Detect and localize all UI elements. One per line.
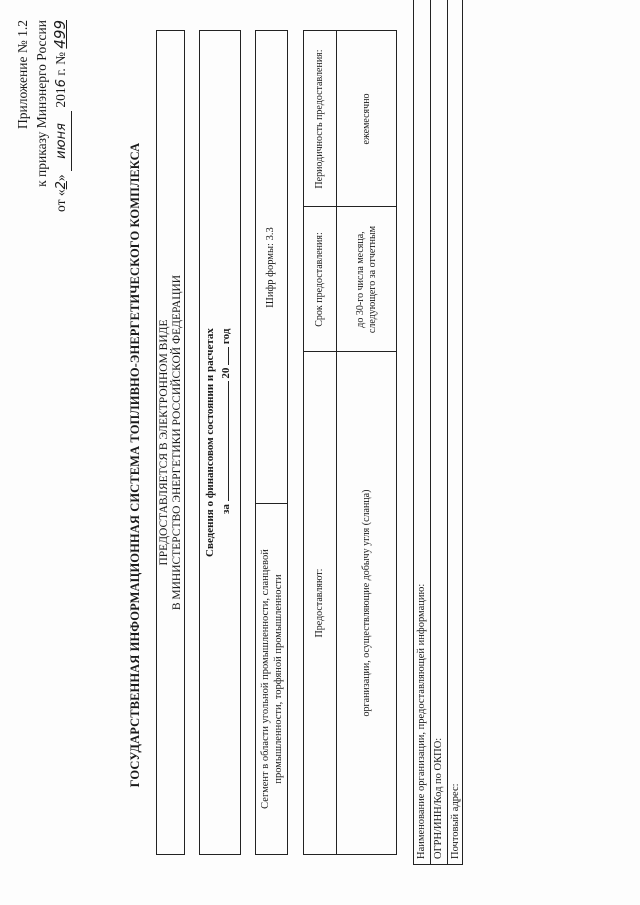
- electronic-submission-box: [156, 30, 185, 855]
- segment-box: [255, 30, 288, 855]
- period-blank: [228, 381, 229, 501]
- year-blank: [228, 347, 229, 365]
- segment-description: Сегмент в области угольной промышленности, сланцевой промышленности, торфяной промышленности: [260, 549, 284, 809]
- appendix-order-ref: к приказу Минэнерго России: [34, 20, 49, 187]
- row-deadline: до 30-го числа месяца, следующего за отчетным: [354, 225, 378, 334]
- header-deadline: Срок предоставления:: [314, 232, 325, 327]
- electronic-line-2: В МИНИСТЕРСТВО ЭНЕРГЕТИКИ РОССИЙСКОЙ ФЕДЕРАЦИИ: [171, 274, 183, 611]
- form-code: Шифр формы: 3.3: [265, 227, 276, 308]
- handwritten-order-number: 499: [51, 20, 69, 49]
- electronic-line-1: ПРЕДОСТАВЛЯЕТСЯ В ЭЛЕКТРОННОМ ВИДЕ: [158, 319, 170, 566]
- main-title: ГОСУДАРСТВЕННАЯ ИНФОРМАЦИОННАЯ СИСТЕМА ТОПЛИВНО-ЭНЕРГЕТИЧЕСКОГО КОМПЛЕКСА: [128, 142, 142, 788]
- report-period-line: за 20 год: [220, 328, 232, 514]
- appendix-block: [13, 20, 72, 320]
- appendix-order-date: от «2» июня 2016 г. № 499: [51, 20, 72, 320]
- org-info-block: [413, 0, 463, 865]
- row-providers: организации, осуществляющие добычу угля (сланца): [360, 489, 372, 717]
- handwritten-day: 2: [54, 181, 69, 190]
- handwritten-year-digit: 6: [54, 79, 69, 88]
- org-name-label: Наименование организации, предоставляющей информацию:: [416, 583, 427, 859]
- org-address-label: Почтовый адрес:: [450, 783, 461, 859]
- report-title: Сведения о финансовом состоянии и расчетах: [204, 328, 216, 557]
- header-providers: Предоставляют:: [314, 568, 325, 638]
- org-ogrn-label: ОГРН/ИНН/Код по ОКПО:: [433, 737, 444, 859]
- report-title-box: [199, 30, 241, 855]
- submission-table: [303, 30, 397, 855]
- appendix-number: Приложение № 1.2: [15, 20, 30, 129]
- handwritten-month: июня: [52, 111, 72, 171]
- header-periodicity: Периодичность предоставления:: [314, 49, 325, 189]
- row-periodicity: ежемесячно: [360, 93, 372, 145]
